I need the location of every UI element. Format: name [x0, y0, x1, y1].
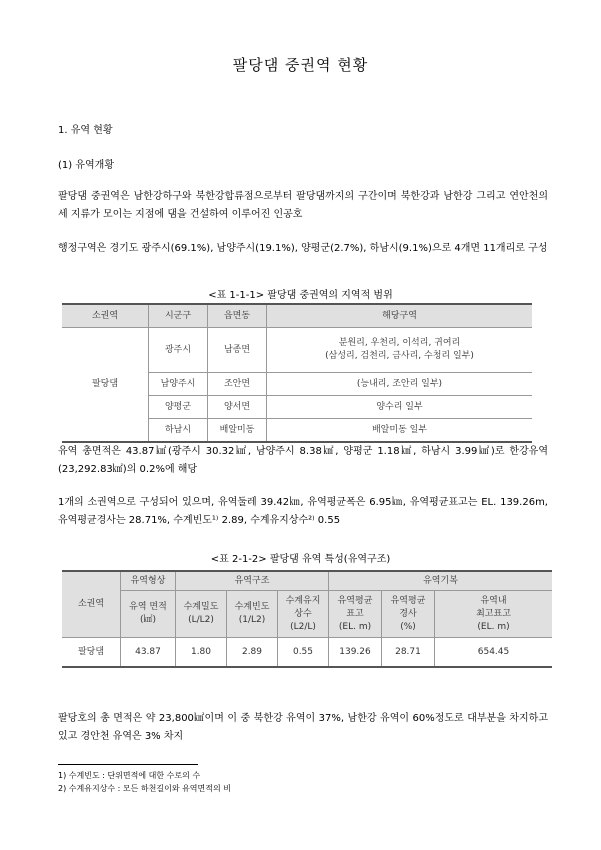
table-header-cell: 소권역	[62, 571, 121, 638]
subheader-line: (1/L2)	[238, 615, 266, 625]
regional-scope-table	[62, 303, 532, 443]
area-cell: 배알미동 일부	[267, 419, 533, 443]
page-title: 팔당댐 중권역 현황	[232, 56, 369, 74]
table-subheader-cell	[435, 591, 553, 638]
subheader-line: (EL. m)	[338, 621, 372, 632]
area-line: 분원리, 우천리, 이석리, 귀여리	[338, 338, 461, 348]
table-row	[62, 638, 552, 668]
paragraph-basin-stats: 1개의 소권역으로 구성되어 있으며, 유역둘레 39.42㎞, 유역평균폭은 6.95㎞, 유역평균표고는 EL. 139.26m, 유역평균경사는 28.71%, 수계빈도¹⁾ 2.89, 수계유지상수²⁾ 0.55	[58, 497, 548, 526]
table2-caption: <표 2-1-2> 팔당댐 유역 특성(유역구조)	[210, 554, 391, 565]
table-subheader-cell	[382, 591, 435, 638]
subheader-line: 수계빈도	[234, 602, 270, 612]
subheader-line: 유역평균	[337, 595, 373, 606]
dong-cell: 양서면	[208, 396, 267, 419]
paragraph-total-area: 유역 총면적은 43.87㎢(광주시 30.32㎢, 남양주시 8.38㎢, 양평군 1.18㎢, 하남시 3.99㎢)로 한강유역(23,292.83㎢)의 0.2%에 해당	[58, 446, 548, 475]
paragraph-admin-area: 행정구역은 경기도 광주시(69.1%), 남양주시(19.1%), 양평군(2.7%), 하남시(9.1%)으로 4개면 11개리로 구성	[58, 243, 548, 254]
subheader-line: 수계유지	[285, 595, 321, 606]
subheader-line: (EL. m)	[477, 621, 510, 632]
paragraph-lake-area: 팔당호의 총 면적은 약 23,800㎢이며 이 중 북한강 유역이 37%, 남한강 유역이 60%정도로 대부분을 차지하고 있고 경안천 유역은 3% 차지	[58, 713, 548, 742]
dong-cell: 배알미동	[208, 419, 267, 443]
subheader-line: 최고표고	[476, 608, 511, 619]
value-cell: 2.89	[227, 638, 278, 668]
paragraph-overview: 팔당댐 중권역은 남한강하구와 북한강합류점으로부터 팔당댐까지의 구간이며 북한강과 남한강 그리고 연안천의 세 지류가 모이는 지점에 댐을 건설하여 이루어진 인공호	[58, 191, 548, 220]
subheader-line: 상수	[294, 608, 312, 619]
subsection-heading: (1) 유역개황	[58, 160, 114, 171]
basin-cell: 팔당댐	[62, 328, 149, 443]
value-cell: 0.55	[278, 638, 329, 668]
dong-cell: 조안면	[208, 373, 267, 396]
subheader-line: (㎢)	[139, 615, 157, 625]
value-cell: 654.45	[435, 638, 553, 668]
table-subheader-cell	[121, 591, 176, 638]
table-subheader-row	[62, 591, 552, 638]
basin-characteristics-table	[62, 570, 552, 668]
subheader-line: 경사	[399, 608, 417, 619]
table-header-row	[62, 304, 532, 328]
subheader-line: (%)	[400, 621, 416, 632]
value-cell: 43.87	[121, 638, 176, 668]
area-cell	[267, 328, 533, 373]
subheader-line: 유역평균	[390, 595, 426, 606]
sigungu-cell: 양평군	[149, 396, 208, 419]
table-header-cell: 읍면동	[208, 304, 267, 328]
table-header-cell: 유역구조	[176, 571, 329, 591]
table-header-cell: 유역기복	[329, 571, 553, 591]
value-cell: 1.80	[176, 638, 227, 668]
subheader-line: 수계밀도	[183, 602, 219, 612]
table-header-row	[62, 571, 552, 591]
subheader-line: 유역내	[480, 595, 507, 606]
subheader-line: (L/L2)	[188, 615, 214, 625]
value-cell: 28.71	[382, 638, 435, 668]
footnote: 2) 수계유지상수 : 모든 하천길이와 유역면적의 비	[58, 784, 231, 793]
section-heading: 1. 유역 현황	[58, 125, 113, 136]
value-cell: 139.26	[329, 638, 382, 668]
footnote: 1) 수계빈도 : 단위면적에 대한 수로의 수	[58, 771, 201, 780]
subheader-line: (L2/L)	[290, 621, 316, 632]
table-header-cell: 소권역	[62, 304, 149, 328]
area-line: (삼성리, 검천리, 금사리, 수청리 일부)	[325, 351, 474, 361]
table-subheader-cell	[176, 591, 227, 638]
sigungu-cell: 남양주시	[149, 373, 208, 396]
subheader-line: 표고	[346, 608, 364, 619]
table-subheader-cell	[278, 591, 329, 638]
subheader-line: 유역 면적	[129, 602, 167, 612]
table-subheader-cell	[227, 591, 278, 638]
table1-caption: <표 1-1-1> 팔당댐 중권역의 지역적 범위	[208, 290, 393, 301]
table-header-cell: 유역형상	[121, 571, 176, 591]
sigungu-cell: 광주시	[149, 328, 208, 373]
table-row	[62, 328, 532, 373]
table-subheader-cell	[329, 591, 382, 638]
sigungu-cell: 하남시	[149, 419, 208, 443]
footnote-divider	[58, 764, 198, 765]
table-header-cell: 해당구역	[267, 304, 533, 328]
dong-cell: 남종면	[208, 328, 267, 373]
area-cell: (능내리, 조안리 일부)	[267, 373, 533, 396]
area-cell: 양수리 일부	[267, 396, 533, 419]
table-header-cell: 시군구	[149, 304, 208, 328]
basin-cell: 팔당댐	[62, 638, 121, 668]
